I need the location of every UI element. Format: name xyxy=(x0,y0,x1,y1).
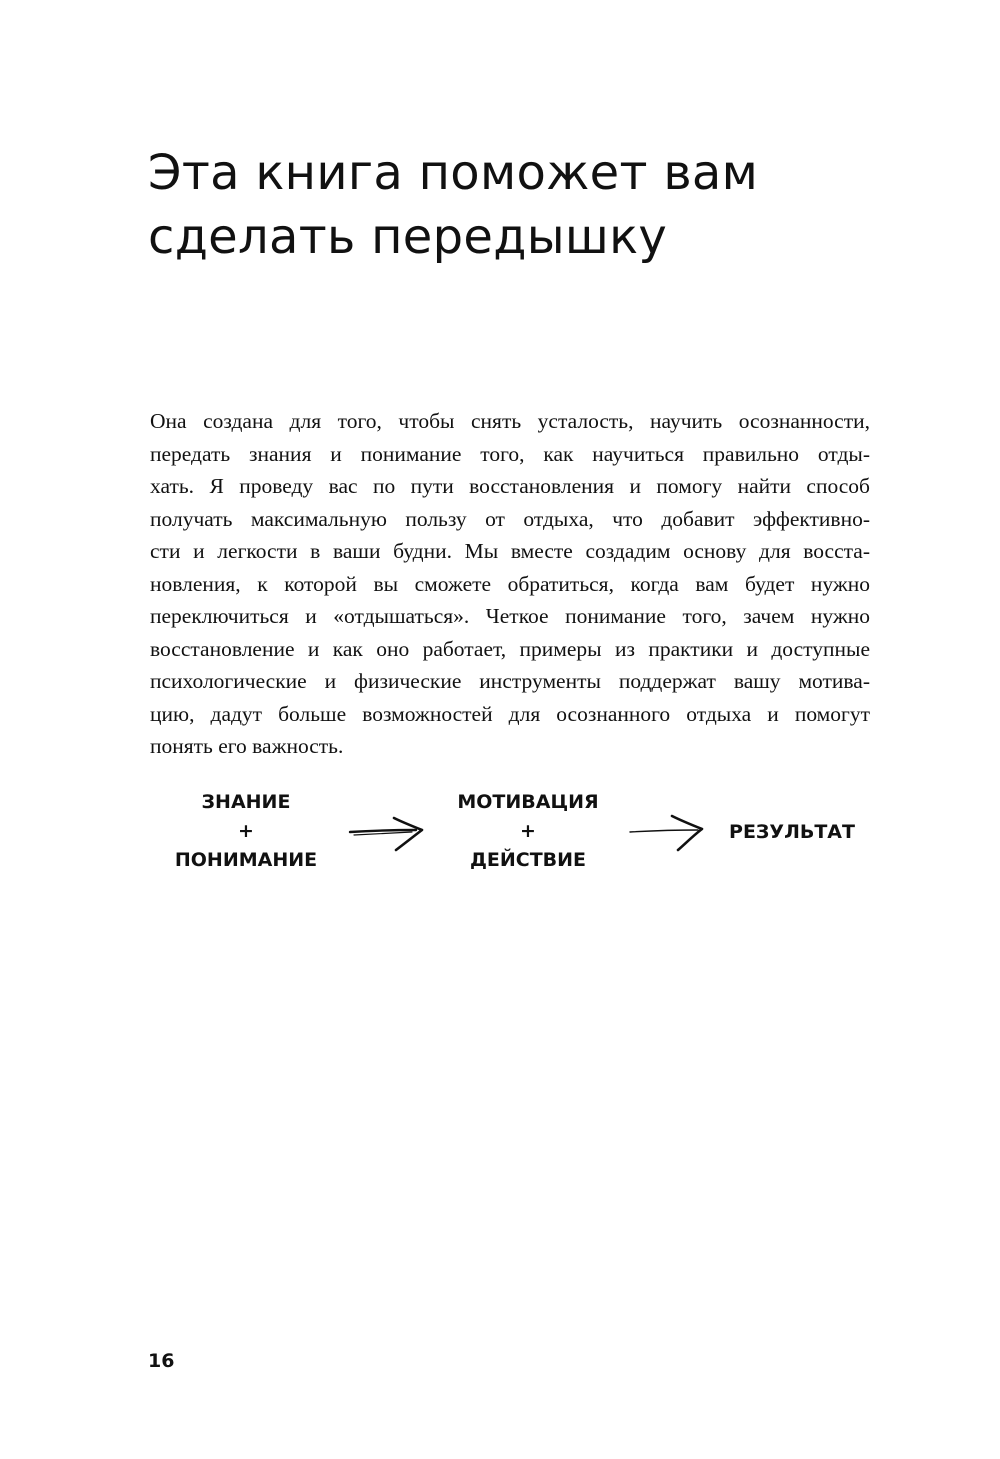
body-line: восстановление и как оно работает, примеры из практики и доступные xyxy=(150,636,870,661)
body-line: понять его важность. xyxy=(150,734,344,758)
body-line: психологические и физические инструменты поддержат вашу мотива- xyxy=(150,669,870,693)
formula-result-block xyxy=(712,818,872,847)
formula-knowledge: ЗНАНИЕ xyxy=(201,791,291,813)
body-line: Она создана для того, чтобы снять усталость, научить осознанности, xyxy=(150,409,870,433)
body-line: получать максимальную пользу от отдыха, что добавит эффективно- xyxy=(150,506,870,531)
formula-motivation: МОТИВАЦИЯ xyxy=(457,791,599,813)
formula-plus: + xyxy=(520,820,536,842)
formula-understanding: ПОНИМАНИЕ xyxy=(174,849,318,871)
formula-action: ДЕЙСТВИЕ xyxy=(469,849,587,871)
body-line: цию, дадут больше возможностей для осознанного отдыха и помогут xyxy=(150,701,870,726)
page-title xyxy=(148,141,848,269)
body-line: хать. Я проведу вас по пути восстановления и помогу найти способ xyxy=(150,474,870,498)
title-line-1: Эта книга поможет вам xyxy=(148,145,759,201)
hand-drawn-arrow-icon xyxy=(346,808,426,854)
hand-drawn-arrow-icon xyxy=(626,808,706,854)
title-line-2: сделать передышку xyxy=(148,209,668,265)
body-line: новления, к которой вы сможете обратиться, когда вам будет нужно xyxy=(150,571,870,596)
body-line: переключиться и «отдышаться». Четкое понимание того, зачем нужно xyxy=(150,604,870,628)
formula-result: РЕЗУЛЬТАТ xyxy=(729,821,855,843)
page-number: 16 xyxy=(148,1350,175,1372)
formula-plus: + xyxy=(238,820,254,842)
formula-knowledge-block xyxy=(148,788,344,875)
formula-motivation-block xyxy=(428,788,628,875)
body-paragraph xyxy=(150,405,870,763)
body-line: сти и легкости в ваши будни. Мы вместе создадим основу для восста- xyxy=(150,539,870,563)
body-line: передать знания и понимание того, как научиться правильно отды- xyxy=(150,441,870,466)
